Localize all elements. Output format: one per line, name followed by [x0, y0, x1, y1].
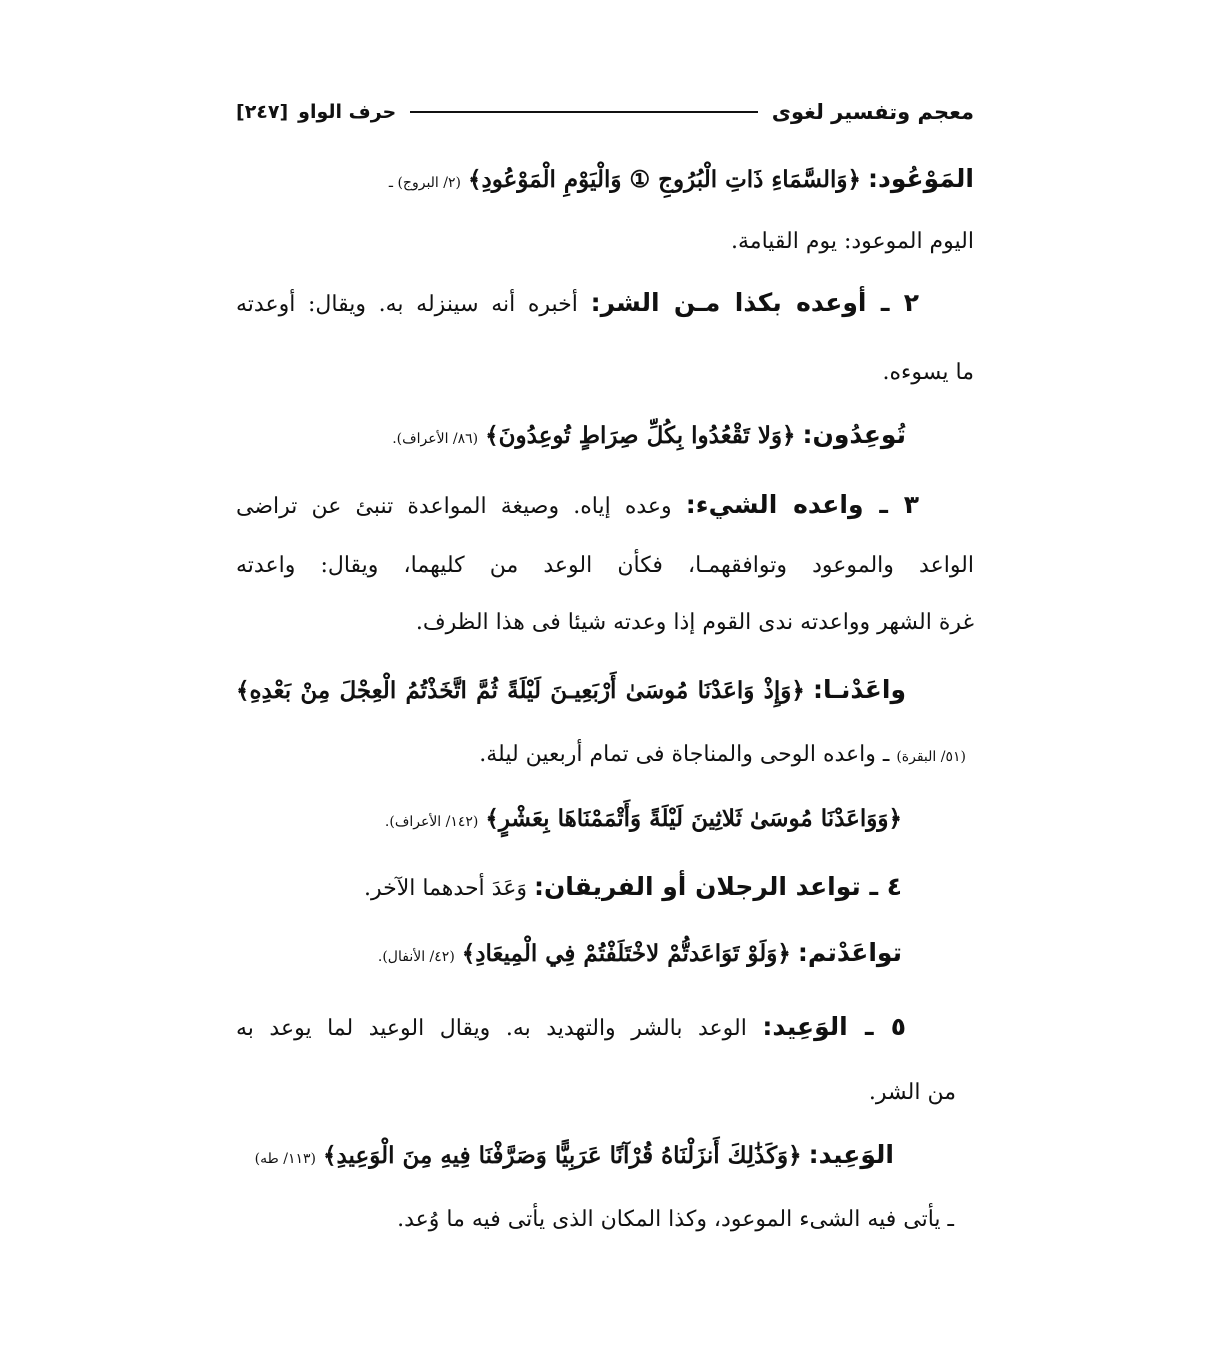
- definition-text: ما يسوءه.: [882, 360, 974, 385]
- quran-quote: ﴿وَلا تَقْعُدُوا بِكُلِّ صِرَاطٍ تُوعِدُونَ﴾: [485, 422, 796, 449]
- quran-quote: ﴿وَوَاعَدْنَا مُوسَىٰ ثَلاثِينَ لَيْلَةً وَأَتْمَمْنَاهَا بِعَشْرٍ﴾: [485, 805, 902, 832]
- definition-text: اليوم الموعود: يوم القيامة.: [731, 229, 974, 254]
- verse-reference: (١٤٢/ الأعراف).: [384, 814, 479, 830]
- entry-term: ٢ ـ أوعده بكذا مـن الشر:: [590, 288, 920, 317]
- page-number: [٢٤٧]: [236, 101, 289, 123]
- entry-term: ٥ ـ الوَعِيد:: [762, 1012, 906, 1041]
- verse-reference: (١١٣/ طه): [254, 1151, 316, 1167]
- entry-line: [236, 288, 919, 320]
- quran-quote: ﴿وَإِذْ وَاعَدْنَا مُوسَىٰ أَرْبَعِيـنَ لَيْلَةً ثُمَّ اتَّخَذْتُمُ الْعِجْلَ مِنْ بَعْدِهِ﴾: [236, 677, 805, 704]
- definition-text: أخبره أنه سينزله به. ويقال: أوعدته: [236, 292, 578, 317]
- entry-line: [416, 608, 974, 638]
- entry-line: [255, 1140, 894, 1174]
- definition-text: الواعد والموعود وتوافقهمـا، فكأن الوعد من كليهما، ويقال: واعدته: [236, 553, 974, 578]
- header-rule: [410, 111, 757, 113]
- verse-reference: (٥١/ البقرة): [896, 749, 966, 765]
- entry-line: [389, 164, 974, 198]
- entry-line: [385, 804, 902, 837]
- entry-term: تواعَدْتم:: [797, 938, 902, 967]
- book-title: معجم وتفسير لغوى: [771, 100, 974, 124]
- entry-line: [378, 938, 902, 972]
- definition-text: الوعد بالشر والتهديد به. ويقال الوعيد لما يوعد به: [236, 1016, 747, 1041]
- entry-line: [869, 1078, 956, 1108]
- entry-term: تُوعِدُون:: [802, 420, 906, 449]
- entry-line: [392, 420, 906, 454]
- quran-quote: ﴿وَالسَّمَاءِ ذَاتِ الْبُرُوجِ ① وَالْيَوْمِ الْمَوْعُودِ﴾: [468, 166, 862, 193]
- definition-text: وعده إياه. وصيغة المواعدة تنبئ عن تراضى: [236, 494, 672, 519]
- verse-reference: (٤٢/ الأنفال).: [377, 949, 455, 965]
- entry-line: [731, 227, 974, 257]
- entry-line: [883, 358, 974, 388]
- quran-quote: ﴿وَكَذَٰلِكَ أَنزَلْنَاهُ قُرْآنًا عَرَبِيًّا وَصَرَّفْنَا فِيهِ مِنَ الْوَعِيدِ﴾: [322, 1142, 802, 1169]
- definition-text: وَعَدَ أحدهما الآخر.: [363, 876, 527, 901]
- entry-line: [236, 551, 974, 581]
- verse-reference: (٢/ البروج) ـ: [388, 175, 461, 191]
- entry-term: واعَدْنـا:: [813, 675, 906, 704]
- entry-line: [236, 490, 919, 522]
- entry-line: [397, 1205, 954, 1235]
- entry-term: المَوْعُود:: [868, 164, 974, 193]
- verse-reference: (٨٦/ الأعراف).: [392, 431, 479, 447]
- entry-term: ٤ ـ تواعد الرجلان أو الفريقان:: [533, 872, 902, 901]
- entry-term: ٣ ـ واعده الشيء:: [685, 490, 919, 519]
- chapter-title: حرف الواو: [298, 101, 397, 123]
- entry-line: [236, 675, 906, 707]
- definition-text: من الشر.: [868, 1080, 956, 1105]
- quran-quote: ﴿وَلَوْ تَوَاعَدتُّمْ لاخْتَلَفْتُمْ فِي الْمِيعَادِ﴾: [461, 940, 791, 967]
- entry-line: [364, 872, 902, 904]
- entry-term: الوَعِيد:: [808, 1140, 894, 1169]
- entry-line: [479, 740, 966, 772]
- definition-text: ـ يأتى فيه الشىء الموعود، وكذا المكان الذى يأتى فيه ما وُعد.: [397, 1207, 954, 1232]
- page-header: [236, 92, 974, 132]
- entry-line: [236, 1012, 906, 1044]
- definition-text: غرة الشهر وواعدته ندى القوم إذا وعدته شيئا فى هذا الظرف.: [415, 610, 974, 635]
- definition-text: ـ واعده الوحى والمناجاة فى تمام أربعين ليلة.: [479, 742, 890, 767]
